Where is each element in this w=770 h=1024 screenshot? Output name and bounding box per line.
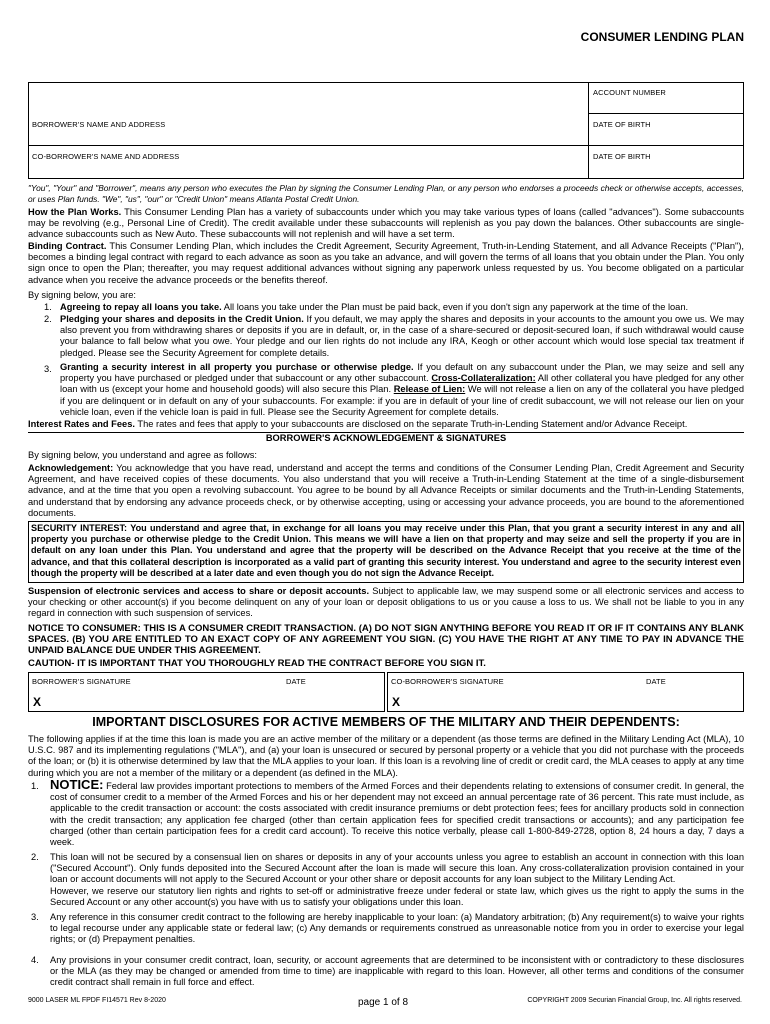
mla-intro: The following applies if at the time this loan is made you are an active member of the military or a dependent (as those terms are defined in the Military Lending Act (MLA), 10 U.S.C. 987 and its implementing regulations ("MLA"), and (a) your loan is unsecured or secured by personal property or a vehicle that you did not purchase with the proceeds of the loan; or (b) it is otherwise determined by law that the MLA applies to your loan. If this loan is a revolving line of credit or credit card, the MLA ceases to apply at any time during which you are not a member of the military or a dependent (as defined in the MLA). xyxy=(28,734,744,778)
item-repay: Agreeing to repay all loans you take. All loans you take under the Plan must be paid back, even if you don't sign any paperwork at the time of the loan. xyxy=(60,302,689,312)
by-signing-intro-2: By signing below, you understand and agree as follows: xyxy=(28,450,257,460)
definitions-text: "You", "Your" and "Borrower", means any person who executes the Plan by signing the Consumer Lending Plan, or any person who endorses a proceeds check or otherwise accepts, accesses, or uses Plan funds. "We", "us", "our" or "Credit Union" means Atlanta Postal Credit Union. xyxy=(28,183,744,204)
notice-to-consumer: NOTICE TO CONSUMER: THIS IS A CONSUMER CREDIT TRANSACTION. (A) DO NOT SIGN ANYTHING BEFORE YOU READ IT OR IF IT CONTAINS ANY BLANK SPACES. (B) YOU ARE ENTITLED TO AN EXACT COPY OF ANY AGREEMENT YOU SIGN. (C) YOU HAVE THE RIGHT AT ANY TIME TO PAY IN ADVANCE THE UNPAID BALANCE DUE UNDER THIS AGREEMENT. xyxy=(28,623,744,657)
interest-rates: Interest Rates and Fees. The rates and fees that apply to your subaccounts are disclosed on the separate Truth-in-Lending Statement and/or Advance Receipt. xyxy=(28,419,688,429)
item-number: 3. xyxy=(31,912,39,922)
borrower-dob-field[interactable]: DATE OF BIRTH xyxy=(593,120,651,129)
mla-item-secured-account: This loan will not be secured by a consensual lien on shares or deposits in any of your accounts unless you agree to establish an account in connection with this loan ("Secured Account"). Only funds deposited into the Secured Account after the loan is made will secure this loan. Any cross-collateralization provision contained in your loan or account documents will not apply to the Secured Account or your other share or deposit accounts for any loan subject to the Military Lending Act. However, we reserve our statutory lien rights and rights to set-off or administrative freeze under federal or state law, which gives us the right to apply the sums in the Secured Account or any other account(s) you have with us to satisfy your obligations under this loan. xyxy=(50,852,744,907)
page-title: CONSUMER LENDING PLAN xyxy=(580,30,744,44)
how-plan-works: How the Plan Works. This Consumer Lending Plan has a variety of subaccounts under which you may take various types of loans (called "advances"). Some subaccounts may be revolving (e.g., Personal Line of Credit). The credit available under these subaccounts will replenish as you pay down the balances. Other subaccounts are single-advance subaccounts such as New Auto. These subaccounts will not replenish and will have a set term. xyxy=(28,207,745,240)
signature-x-mark: X xyxy=(392,695,401,709)
security-interest-box: SECURITY INTEREST: You understand and agree that, in exchange for all loans you may receive under this Plan, that you grant a security interest in any and all property you purchase or otherwise pledge to the Credit Union. This means we will have a lien on that property and may seize and sell the property if you are in default on any loan under this Plan. You understand and agree that the property will be described on the Advance Receipt that you receive at the time of the advance, and that this collateral description is incorporated as a valid part of granting this security interest. You understand and agree to the security interest even though the property will be described at a later date and even though you do not sign the Advance Receipt. xyxy=(28,521,744,583)
item-number: 4. xyxy=(31,955,39,965)
item-pledging: Pledging your shares and deposits in the Credit Union. If you default, we may apply the shares and deposits in your accounts to the amount you owe us. We may also prevent you from withdrawing shares or deposits if you are in default, or, in the case of a share-secured or deposit-secured loan, if such withdrawal would cause your balance to fall below what you owe. Your pledge and our lien rights do not include any IRA, Keogh or other account which would lose special tax treatment if pledged. Please see the Security Agreement for complete details. xyxy=(60,314,744,358)
acknowledgement-title: BORROWER'S ACKNOWLEDGEMENT & SIGNATURES xyxy=(265,433,507,443)
suspension-text: Suspension of electronic services and access to share or deposit accounts. Subject to applicable law, we may suspend some or all electronic services and access to your checking or other account(s) if you become delinquent on any of your loan or deposit obligations to us or you cause a loss to us. We shall not be liable to you in any regard in connection with such suspension of services. xyxy=(28,586,744,619)
mla-title: IMPORTANT DISCLOSURES FOR ACTIVE MEMBERS OF THE MILITARY AND THEIR DEPENDENTS: xyxy=(92,715,680,729)
copyright: COPYRIGHT 2009 Securian Financial Group, Inc. All rights reserved. xyxy=(527,997,742,1004)
header-form-box xyxy=(28,82,744,179)
signature-x-mark: X xyxy=(33,695,42,709)
coborrower-name-field[interactable]: CO-BORROWER'S NAME AND ADDRESS xyxy=(32,152,180,161)
item-number: 2. xyxy=(31,852,39,862)
item-number: 1. xyxy=(31,781,39,791)
account-number-field[interactable]: ACCOUNT NUMBER xyxy=(593,88,666,97)
coborrower-dob-field[interactable]: DATE OF BIRTH xyxy=(593,152,651,161)
mla-item-inapplicable: Any reference in this consumer credit contract to the following are hereby inapplicable to your loan: (a) Mandatory arbitration; (b) Any requirement(s) to waive your rights to legal recourse under any applicable state or federal law; (c) Any demands or requirements construed as unreasonable notice from you in order to exercise your legal rights; or (d) Prepayment penalties. xyxy=(50,912,744,945)
mla-item-notice: NOTICE: Federal law provides important protections to members of the Armed Forces and their dependents relating to extensions of consumer credit. In general, the cost of consumer credit to a member of the Armed Forces and his or her dependent may not exceed an annual percentage rate of 36 percent. This rate must include, as applicable to the credit transaction or account: the costs associated with credit insurance premiums or debt protection fees; fees for ancillary products sold in connection with the credit transaction; any application fee charged (other than certain application fees for specified credit transactions or accounts); and any participation fee charged (other than certain participation fees for a credit card account). To receive this notice verbally, please call 1-800-849-2728, option 8, 24 hours a day, 7 days a week. xyxy=(50,777,744,848)
by-signing-intro: By signing below, you are: xyxy=(28,290,137,300)
item-number: 2. xyxy=(44,314,52,324)
item-number: 1. xyxy=(44,302,52,312)
signature-area xyxy=(28,672,744,712)
borrower-name-field[interactable]: BORROWER'S NAME AND ADDRESS xyxy=(32,120,166,129)
item-security: Granting a security interest in all property you purchase or otherwise pledge. If you default on any subaccount under the Plan, we may seize and sell any property you have purchased or pledged under that subaccount or any other subaccount. Cross-Collateralization: All other collateral you have pledged for any other loan with us (except your home and household goods) will also secure this Plan. Release of Lien: We will not release a lien on any of the collateral you have pledged if you are delinquent or in default on any of your subaccounts. For example: if you are in default of your line of credit subaccount, we will not release our lien on your vehicle loan, even if the vehicle loan is paid in full. Please see the Security Agreement for complete details. xyxy=(60,362,744,417)
form-number: 9000 LASER ML FPDF FI14571 Rev 8-2020 xyxy=(28,997,166,1004)
acknowledgement-text: Acknowledgement: You acknowledge that you have read, understand and accept the terms and conditions of the Consumer Lending Plan, Credit Agreement and Security Agreement, and have received copies of these documents. You also understand that you will receive a Truth-in-Lending Statement at the time of a single-disbursement advance, and at the time that you open a revolving subaccount. You agree to be bound by all Advance Receipts or similar documents and the Truth-in-Lending Statements, and understand that by endorsing any advance proceeds check, or by otherwise accepting, using or accessing your advance proceeds, you are bound to the aforementioned documents. xyxy=(28,463,744,518)
mla-item-inconsistent: Any provisions in your consumer credit contract, loan, security, or account agreements that are determined to be inconsistent with or contradictory to these disclosures or the MLA (as they may be changed or amended from time to time) are inapplicable with regard to this loan. However, all other terms and conditions of the consumer credit contract shall remain in full force and effect. xyxy=(50,955,744,988)
page-number: page 1 of 8 xyxy=(358,997,409,1008)
borrower-signature-box[interactable]: BORROWER'S SIGNATURE DATE X xyxy=(28,672,385,712)
coborrower-signature-box[interactable]: CO-BORROWER'S SIGNATURE DATE X xyxy=(387,672,744,712)
binding-contract: Binding Contract. This Consumer Lending Plan, which includes the Credit Agreement, Security Agreement, Truth-in-Lending Statement, and all Advance Receipts ("Plan"), becomes a binding legal contract with regard to each advance as soon as you take an advance, and will govern the terms of all loans that you obtain under the Plan. You only sign once to open the Plan; thereafter, you may request additional advances without signing any paperwork unless requested by us. You become obligated on a particular advance when you receive the advance proceeds or the benefits thereof. xyxy=(28,241,745,285)
item-number: 3. xyxy=(44,364,52,374)
caution-text: CAUTION- IT IS IMPORTANT THAT YOU THOROUGHLY READ THE CONTRACT BEFORE YOU SIGN IT. xyxy=(28,658,486,669)
